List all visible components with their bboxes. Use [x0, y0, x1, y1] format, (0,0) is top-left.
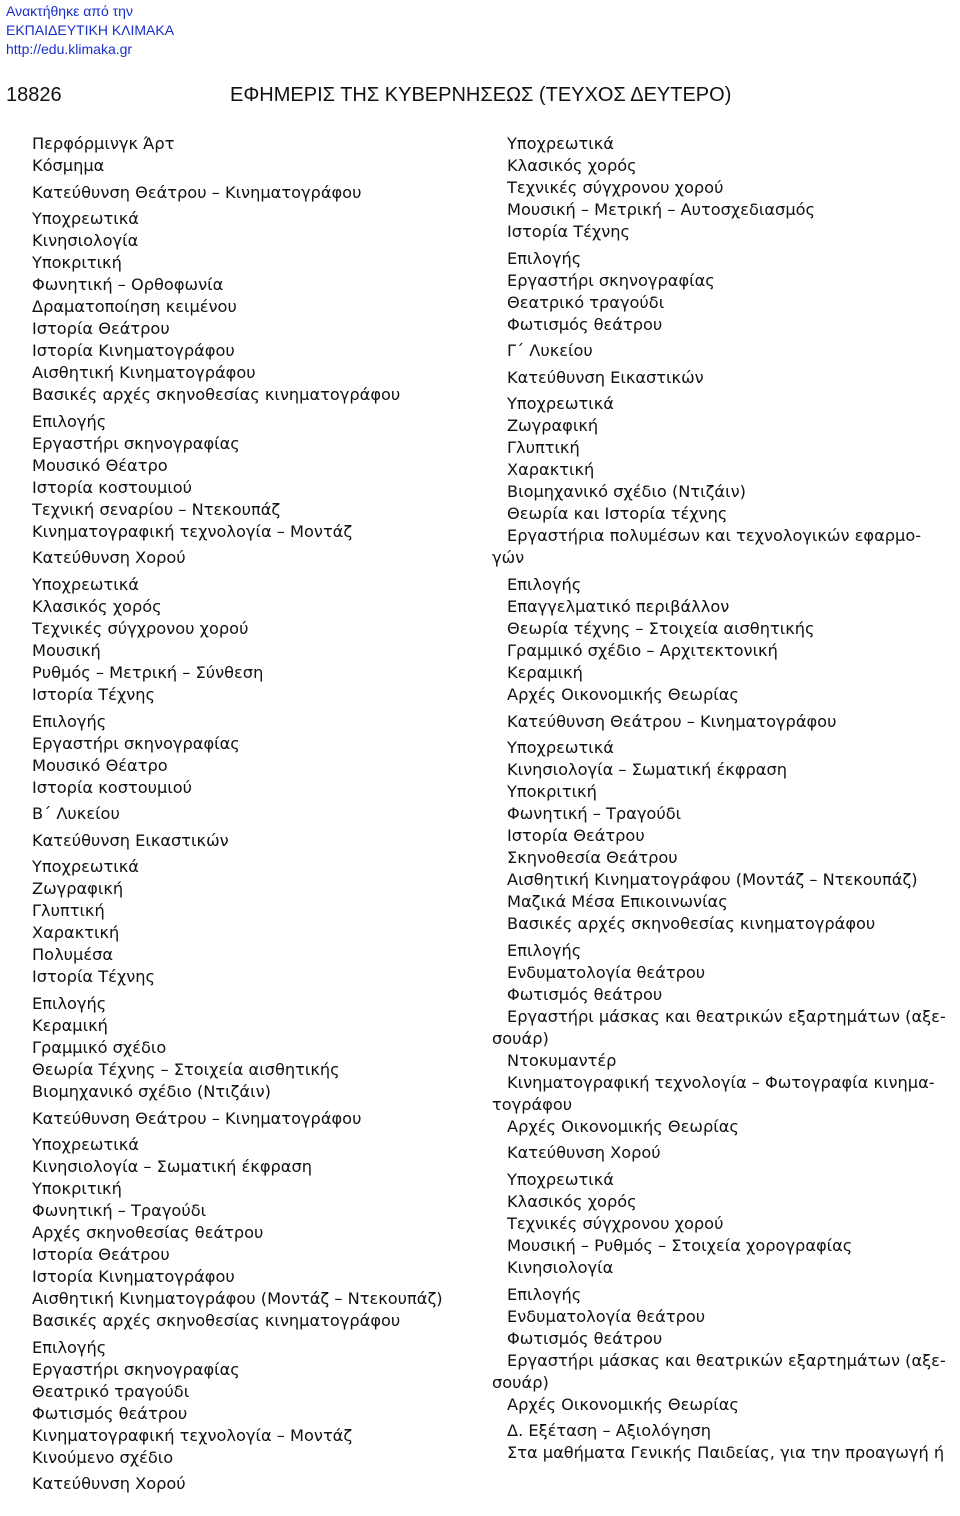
- list-item: Εργαστήρι μάσκας και θεατρικών εξαρτημάτων (αξε-: [507, 1006, 946, 1026]
- list-item: Ντοκυμαντέρ: [507, 1050, 617, 1070]
- list-item: Ιστορία Θεάτρου: [32, 319, 170, 339]
- list-item: Ζωγραφική: [507, 416, 599, 436]
- list-item: Αρχές σκηνοθεσίας θεάτρου: [32, 1223, 264, 1243]
- list-item: Δραματοποίηση κειμένου: [32, 297, 237, 317]
- list-item: Θεωρία Τέχνης – Στοιχεία αισθητικής: [32, 1059, 340, 1079]
- list-item: Φωτισμός θεάτρου: [32, 1403, 188, 1423]
- stamp-line: Ανακτήθηκε από την: [6, 3, 133, 19]
- stamp-link[interactable]: http://edu.klimaka.gr: [6, 41, 133, 57]
- list-item: Φωνητική – Τραγούδι: [507, 804, 682, 824]
- list-item: Κατεύθυνση Θεάτρου – Κινηματογράφου: [32, 1108, 362, 1128]
- list-item: Κινηματογραφική τεχνολογία – Μοντάζ: [32, 1425, 353, 1445]
- list-item: Ιστορία Τέχνης: [32, 967, 156, 987]
- list-item: γών: [492, 548, 525, 568]
- list-item: Κινηματογραφική τεχνολογία – Μοντάζ: [32, 521, 353, 541]
- list-item: Αρχές Οικονομικής Θεωρίας: [507, 1116, 739, 1136]
- list-item: Φωτισμός θεάτρου: [507, 984, 663, 1004]
- list-item: Κινησιολογία – Σωματική έκφραση: [32, 1157, 312, 1177]
- page-number: 18826: [6, 84, 62, 106]
- list-item: Γραμμικό σχέδιο – Αρχιτεκτονική: [507, 640, 778, 660]
- list-item: Αρχές Οικονομικής Θεωρίας: [507, 1394, 739, 1414]
- list-item: Κινηματογραφική τεχνολογία – Φωτογραφία κινημα-: [507, 1072, 935, 1092]
- list-item: Επιλογής: [507, 1284, 582, 1304]
- list-item: Κλασικός χορός: [507, 156, 637, 175]
- list-item: Βιομηχανικό σχέδιο (Ντιζάιν): [507, 482, 746, 502]
- list-item: Βασικές αρχές σκηνοθεσίας κινηματογράφου: [32, 1311, 401, 1331]
- list-item: σουάρ): [492, 1028, 549, 1048]
- list-item: Φωτισμός θεάτρου: [507, 314, 663, 334]
- list-item: Υποκριτική: [32, 253, 122, 273]
- list-item: Εργαστήρια πολυμέσων και τεχνολογικών εφαρμο-: [507, 526, 922, 546]
- list-item: Φωτισμός θεάτρου: [507, 1328, 663, 1348]
- list-item: Ενδυματολογία θεάτρου: [507, 962, 706, 982]
- list-item: Περφόρμινγκ Άρτ: [32, 134, 175, 153]
- list-item: Υποχρεωτικά: [507, 738, 614, 758]
- list-item: Κλασικός χορός: [507, 1191, 637, 1211]
- list-item: Φωνητική – Τραγούδι: [32, 1201, 207, 1221]
- list-item: Τεχνικές σύγχρονου χορού: [32, 618, 249, 638]
- list-item: Αρχές Οικονομικής Θεωρίας: [507, 684, 739, 704]
- list-item: Ζωγραφική: [32, 879, 124, 899]
- list-item: Υποχρεωτικά: [32, 574, 139, 594]
- list-item: Τεχνικές σύγχρονου χορού: [507, 1213, 724, 1233]
- list-item: Κινησιολογία: [32, 231, 139, 251]
- list-item: Θεατρικό τραγούδι: [32, 1381, 190, 1401]
- list-item: Κατεύθυνση Θεάτρου – Κινηματογράφου: [507, 711, 837, 731]
- list-item: Εργαστήρι σκηνογραφίας: [32, 733, 240, 753]
- list-item: Ιστορία Κινηματογράφου: [32, 341, 235, 361]
- list-item: Κατεύθυνση Χορού: [32, 1474, 186, 1494]
- list-item: Τεχνικές σύγχρονου χορού: [507, 178, 724, 197]
- list-item: τογράφου: [492, 1094, 573, 1114]
- list-item: Υποχρεωτικά: [32, 1135, 139, 1155]
- list-item: Χαρακτική: [507, 460, 595, 480]
- list-item: Ιστορία Κινηματογράφου: [32, 1267, 235, 1287]
- list-item: Κεραμική: [32, 1015, 108, 1035]
- list-item: Χαρακτική: [32, 923, 120, 943]
- list-item: Ιστορία Τέχνης: [32, 684, 156, 704]
- list-item: Σκηνοθεσία Θεάτρου: [507, 848, 678, 868]
- list-item: Βασικές αρχές σκηνοθεσίας κινηματογράφου: [32, 385, 401, 405]
- list-item: Εργαστήρι σκηνογραφίας: [32, 1359, 240, 1379]
- list-item: Μουσικό Θέατρο: [32, 755, 168, 775]
- list-item: Υποχρεωτικά: [507, 1169, 614, 1189]
- list-item: Βασικές αρχές σκηνοθεσίας κινηματογράφου: [507, 914, 876, 934]
- list-item: Ιστορία Τέχνης: [507, 222, 631, 241]
- list-item: Ιστορία Θεάτρου: [507, 826, 645, 846]
- list-item: Υποκριτική: [32, 1179, 122, 1199]
- right-column: [492, 133, 954, 1464]
- list-item: Τεχνική σεναρίου – Ντεκουπάζ: [32, 499, 281, 519]
- list-item: Κατεύθυνση Εικαστικών: [507, 367, 704, 387]
- list-item: Γλυπτική: [507, 438, 580, 458]
- list-item: Θεωρία και Ιστορία τέχνης: [507, 504, 728, 524]
- list-item: Επαγγελματικό περιβάλλον: [507, 596, 730, 616]
- list-item: Κεραμική: [507, 662, 583, 682]
- list-item: Επιλογής: [32, 1337, 107, 1357]
- source-stamp: [6, 2, 174, 59]
- list-item: Υποχρεωτικά: [32, 857, 139, 877]
- list-item: Ρυθμός – Μετρική – Σύνθεση: [32, 662, 264, 682]
- list-item: Κόσμημα: [32, 156, 105, 175]
- list-item: Επιλογής: [507, 940, 582, 960]
- list-item: Υποχρεωτικά: [507, 394, 614, 414]
- list-item: Ιστορία κοστουμιού: [32, 777, 193, 797]
- list-item: Ιστορία Θεάτρου: [32, 1245, 170, 1265]
- list-item: Επιλογής: [507, 248, 582, 268]
- list-item: Β΄ Λυκείου: [32, 804, 120, 824]
- list-item: Εργαστήρι σκηνογραφίας: [32, 433, 240, 453]
- list-item: Δ. Εξέταση – Αξιολόγηση: [507, 1421, 712, 1441]
- list-item: Ιστορία κοστουμιού: [32, 477, 193, 497]
- list-item: Υποκριτική: [507, 782, 597, 802]
- list-item: Θεωρία τέχνης – Στοιχεία αισθητικής: [507, 618, 815, 638]
- list-item: Μαζικά Μέσα Επικοινωνίας: [507, 892, 728, 912]
- list-item: Αισθητική Κινηματογράφου: [32, 363, 256, 383]
- list-item: Επιλογής: [32, 711, 107, 731]
- list-item: Πολυμέσα: [32, 945, 114, 965]
- list-item: Υποχρεωτικά: [507, 134, 614, 153]
- list-item: Εργαστήρι μάσκας και θεατρικών εξαρτημάτων (αξε-: [507, 1350, 946, 1370]
- list-item: Φωνητική – Ορθοφωνία: [32, 275, 224, 295]
- list-item: Εργαστήρι σκηνογραφίας: [507, 270, 715, 290]
- list-item: Επιλογής: [32, 993, 107, 1013]
- list-item: Μουσικό Θέατρο: [32, 455, 168, 475]
- list-item: Επιλογής: [507, 574, 582, 594]
- list-item: Αισθητική Κινηματογράφου (Μοντάζ – Ντεκουπάζ): [507, 870, 918, 890]
- list-item: Κατεύθυνση Εικαστικών: [32, 830, 229, 850]
- list-item: Κατεύθυνση Χορού: [32, 548, 186, 568]
- list-item: Κλασικός χορός: [32, 596, 162, 616]
- list-item: Αισθητική Κινηματογράφου (Μοντάζ – Ντεκουπάζ): [32, 1289, 443, 1309]
- list-item: σουάρ): [492, 1372, 549, 1392]
- list-item: Γλυπτική: [32, 901, 105, 921]
- list-item: Κινησιολογία – Σωματική έκφραση: [507, 760, 787, 780]
- list-item: Υποχρεωτικά: [32, 209, 139, 229]
- list-item: Βιομηχανικό σχέδιο (Ντιζάιν): [32, 1081, 271, 1101]
- list-item: Ενδυματολογία θεάτρου: [507, 1306, 706, 1326]
- list-item: Γραμμικό σχέδιο: [32, 1037, 167, 1057]
- list-item: Μουσική – Ρυθμός – Στοιχεία χορογραφίας: [507, 1235, 853, 1255]
- list-item: Κινούμενο σχέδιο: [32, 1447, 174, 1467]
- list-item: Θεατρικό τραγούδι: [507, 292, 665, 312]
- stamp-line: ΕΚΠΑΙΔΕΥΤΙΚΗ ΚΛΙΜΑΚΑ: [6, 22, 175, 38]
- page-title: ΕΦΗΜΕΡΙΣ ΤΗΣ ΚΥΒΕΡΝΗΣΕΩΣ (ΤΕΥΧΟΣ ΔΕΥΤΕΡΟ): [230, 84, 732, 106]
- list-item: Επιλογής: [32, 411, 107, 431]
- list-item: Μουσική – Μετρική – Αυτοσχεδιασμός: [507, 200, 816, 219]
- list-item: Μουσική: [32, 640, 101, 660]
- left-column: [17, 133, 477, 1495]
- list-item: Γ΄ Λυκείου: [507, 341, 593, 361]
- list-item: Στα μαθήματα Γενικής Παιδείας, για την προαγωγή ή: [507, 1443, 945, 1463]
- list-item: Κατεύθυνση Θεάτρου – Κινηματογράφου: [32, 182, 362, 202]
- list-item: Κινησιολογία: [507, 1257, 614, 1277]
- list-item: Κατεύθυνση Χορού: [507, 1143, 661, 1163]
- page-header: [0, 84, 960, 110]
